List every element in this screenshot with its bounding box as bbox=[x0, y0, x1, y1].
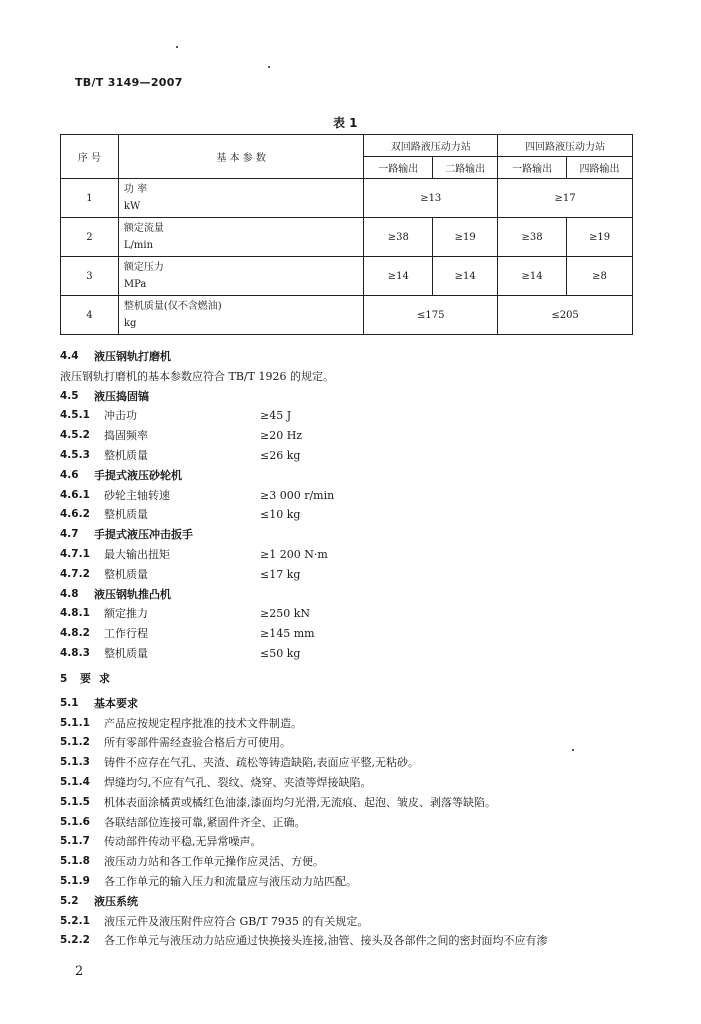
section-number: 4.5 bbox=[60, 389, 79, 402]
spec-item bbox=[60, 545, 650, 565]
section-heading bbox=[60, 525, 650, 545]
spec-item bbox=[60, 426, 650, 446]
clause bbox=[60, 714, 650, 734]
table-row bbox=[61, 218, 633, 257]
section-number: 5.2 bbox=[60, 894, 79, 907]
group-double-header: 双回路液压动力站 bbox=[364, 135, 498, 157]
param-name: 额定流量 bbox=[123, 223, 164, 234]
quad-value: ≥17 bbox=[498, 179, 633, 218]
spec-item bbox=[60, 644, 650, 664]
spec-value: ≤50 kg bbox=[260, 646, 301, 660]
spec-value: ≥145 mm bbox=[260, 627, 315, 641]
paragraph bbox=[60, 367, 650, 387]
chapter-number: 5 bbox=[60, 672, 68, 685]
section-heading bbox=[60, 387, 650, 407]
spec-value: ≥3 000 r/min bbox=[260, 488, 335, 502]
section-number: 4.4 bbox=[60, 350, 79, 362]
sub-quad-1: 一路输出 bbox=[498, 157, 567, 179]
clause-text: 传动部件传动平稳,无异常噪声。 bbox=[104, 835, 262, 849]
spec-label: 整机质量 bbox=[104, 508, 148, 522]
clause-number: 5.1.2 bbox=[60, 736, 90, 749]
clause-number: 5.1.7 bbox=[60, 835, 90, 848]
section-heading bbox=[60, 694, 650, 714]
clause-text: 各工作单元与液压动力站应通过快换接头连接,油管、接头及各部件之间的密封面均不应有渗 bbox=[104, 934, 548, 948]
chapter-title: 要求 bbox=[80, 671, 118, 685]
clause-number: 4.7.2 bbox=[60, 567, 90, 580]
section-heading bbox=[60, 466, 650, 486]
section-number: 4.7 bbox=[60, 528, 79, 541]
double-out-1: ≥38 bbox=[364, 218, 433, 257]
spec-label: 整机质量 bbox=[104, 567, 148, 581]
sub-double-1: 一路输出 bbox=[364, 157, 433, 179]
table-header-row bbox=[61, 135, 633, 157]
section-title: 液压捣固镐 bbox=[94, 389, 149, 403]
table-caption: 表 1 bbox=[333, 116, 358, 130]
clause-number: 4.8.2 bbox=[60, 627, 90, 640]
section-heading bbox=[60, 892, 650, 912]
clause-text: 机体表面涂橘黄或橘红色油漆,漆面均匀光滑,无流痕、起泡、皱皮、剥落等缺陷。 bbox=[104, 795, 496, 809]
clause bbox=[60, 813, 650, 833]
quad-out-1: ≥38 bbox=[498, 218, 567, 257]
spec-value: ≤26 kg bbox=[260, 448, 301, 462]
row-seq: 4 bbox=[61, 296, 119, 335]
double-value: ≤175 bbox=[364, 296, 498, 335]
section-title: 基本要求 bbox=[94, 696, 138, 710]
row-param bbox=[118, 257, 363, 296]
clause-number: 4.7.1 bbox=[60, 547, 90, 560]
spec-label: 捣固频率 bbox=[104, 429, 148, 443]
clause-number: 4.6.2 bbox=[60, 508, 90, 521]
section-title: 手提式液压冲击扳手 bbox=[94, 528, 193, 542]
clause-text: 产品应按规定程序批准的技术文件制造。 bbox=[104, 716, 302, 730]
row-seq: 2 bbox=[61, 218, 119, 257]
row-param bbox=[118, 296, 363, 335]
clause bbox=[60, 852, 650, 872]
clause-number: 5.1.1 bbox=[60, 716, 90, 729]
double-out-2: ≥19 bbox=[433, 218, 498, 257]
group-quad-header: 四回路液压动力站 bbox=[498, 135, 633, 157]
page-number: 2 bbox=[75, 964, 84, 979]
col-param-header: 基 本 参 数 bbox=[118, 135, 363, 179]
section-heading bbox=[60, 585, 650, 605]
spec-value: ≥1 200 N·m bbox=[260, 547, 328, 561]
scan-speck bbox=[176, 46, 178, 48]
clause-number: 5.2.2 bbox=[60, 934, 90, 947]
clause-number: 4.5.3 bbox=[60, 448, 90, 461]
param-unit: kg bbox=[123, 318, 137, 329]
clause-text: 各工作单元的输入压力和流量应与液压动力站匹配。 bbox=[104, 874, 357, 888]
double-value: ≥13 bbox=[364, 179, 498, 218]
spec-item bbox=[60, 446, 650, 466]
row-seq: 3 bbox=[61, 257, 119, 296]
paragraph-text: 液压钢轨打磨机的基本参数应符合 TB/T 1926 的规定。 bbox=[60, 369, 334, 383]
clause-number: 4.8.3 bbox=[60, 646, 90, 659]
spec-item bbox=[60, 624, 650, 644]
quad-out-1: ≥14 bbox=[498, 257, 567, 296]
spec-label: 整机质量 bbox=[104, 448, 148, 462]
quad-out-4: ≥19 bbox=[567, 218, 633, 257]
clause-number: 5.1.4 bbox=[60, 775, 90, 788]
clause-number: 5.1.3 bbox=[60, 756, 90, 769]
clause bbox=[60, 832, 650, 852]
spec-label: 冲击功 bbox=[104, 409, 137, 423]
section-title: 液压系统 bbox=[94, 894, 138, 908]
section-heading bbox=[60, 347, 650, 367]
section-title: 液压钢轨推凸机 bbox=[94, 587, 171, 601]
clause-number: 4.5.1 bbox=[60, 409, 90, 422]
clause-number: 5.2.1 bbox=[60, 914, 90, 927]
row-param bbox=[118, 179, 363, 218]
quad-out-4: ≥8 bbox=[567, 257, 633, 296]
clause-text: 液压动力站和各工作单元操作应灵活、方便。 bbox=[104, 855, 324, 869]
param-unit: kW bbox=[123, 201, 141, 212]
clause-number: 5.1.9 bbox=[60, 874, 90, 887]
param-unit: MPa bbox=[123, 279, 147, 290]
clause-number: 4.5.2 bbox=[60, 429, 90, 442]
spec-label: 整机质量 bbox=[104, 646, 148, 660]
parameter-table bbox=[60, 134, 633, 335]
spec-item bbox=[60, 565, 650, 585]
spec-value: ≥20 Hz bbox=[260, 429, 303, 443]
clause bbox=[60, 872, 650, 892]
clause-number: 5.1.6 bbox=[60, 815, 90, 828]
clause bbox=[60, 773, 650, 793]
clause bbox=[60, 931, 650, 951]
spec-label: 工作行程 bbox=[104, 627, 148, 641]
spec-label: 额定推力 bbox=[104, 607, 148, 621]
clause-number: 5.1.5 bbox=[60, 795, 90, 808]
clause bbox=[60, 912, 650, 932]
spec-value: ≥250 kN bbox=[260, 607, 310, 621]
spec-item bbox=[60, 486, 650, 506]
double-out-1: ≥14 bbox=[364, 257, 433, 296]
chapter-heading bbox=[60, 664, 650, 694]
col-seq-header: 序 号 bbox=[61, 135, 119, 179]
table-row bbox=[61, 257, 633, 296]
spec-item bbox=[60, 604, 650, 624]
spec-item bbox=[60, 406, 650, 426]
clause-number: 4.8.1 bbox=[60, 607, 90, 620]
quad-value: ≤205 bbox=[498, 296, 633, 335]
spec-value: ≤10 kg bbox=[260, 508, 301, 522]
sub-quad-2: 四路输出 bbox=[567, 157, 633, 179]
clause-text: 各联结部位连接可靠,紧固件齐全、正确。 bbox=[104, 815, 306, 829]
double-out-2: ≥14 bbox=[433, 257, 498, 296]
clause-number: 4.6.1 bbox=[60, 488, 90, 501]
spec-item bbox=[60, 505, 650, 525]
spec-value: ≥45 J bbox=[260, 409, 292, 423]
scan-speck bbox=[268, 66, 270, 68]
row-seq: 1 bbox=[61, 179, 119, 218]
section-number: 4.6 bbox=[60, 468, 79, 481]
param-name: 功 率 bbox=[123, 184, 148, 195]
clause bbox=[60, 733, 650, 753]
clause bbox=[60, 793, 650, 813]
clause-text: 液压元件及液压附件应符合 GB/T 7935 的有关规定。 bbox=[104, 914, 369, 928]
sub-double-2: 二路输出 bbox=[433, 157, 498, 179]
clause bbox=[60, 753, 650, 773]
table-row bbox=[61, 179, 633, 218]
clause-text: 焊缝均匀,不应有气孔、裂纹、烧穿、夹渣等焊接缺陷。 bbox=[104, 775, 372, 789]
clause-number: 5.1.8 bbox=[60, 855, 90, 868]
clause-text: 所有零部件需经查验合格后方可使用。 bbox=[104, 736, 291, 750]
section-title: 液压钢轨打磨机 bbox=[94, 350, 171, 363]
spec-label: 砂轮主轴转速 bbox=[104, 488, 170, 502]
spec-value: ≤17 kg bbox=[260, 567, 301, 581]
row-param bbox=[118, 218, 363, 257]
param-name: 整机质量(仅不含燃油) bbox=[123, 301, 222, 312]
standard-code: TB/T 3149—2007 bbox=[75, 76, 183, 89]
section-title: 手提式液压砂轮机 bbox=[94, 468, 182, 482]
spec-label: 最大输出扭矩 bbox=[104, 547, 170, 561]
document-body bbox=[60, 347, 650, 951]
param-name: 额定压力 bbox=[123, 262, 164, 273]
section-number: 5.1 bbox=[60, 696, 79, 709]
param-unit: L/min bbox=[123, 240, 154, 251]
table-row bbox=[61, 296, 633, 335]
clause-text: 铸件不应存在气孔、夹渣、疏松等铸造缺陷,表面应平整,无粘砂。 bbox=[104, 756, 419, 770]
section-number: 4.8 bbox=[60, 587, 79, 600]
